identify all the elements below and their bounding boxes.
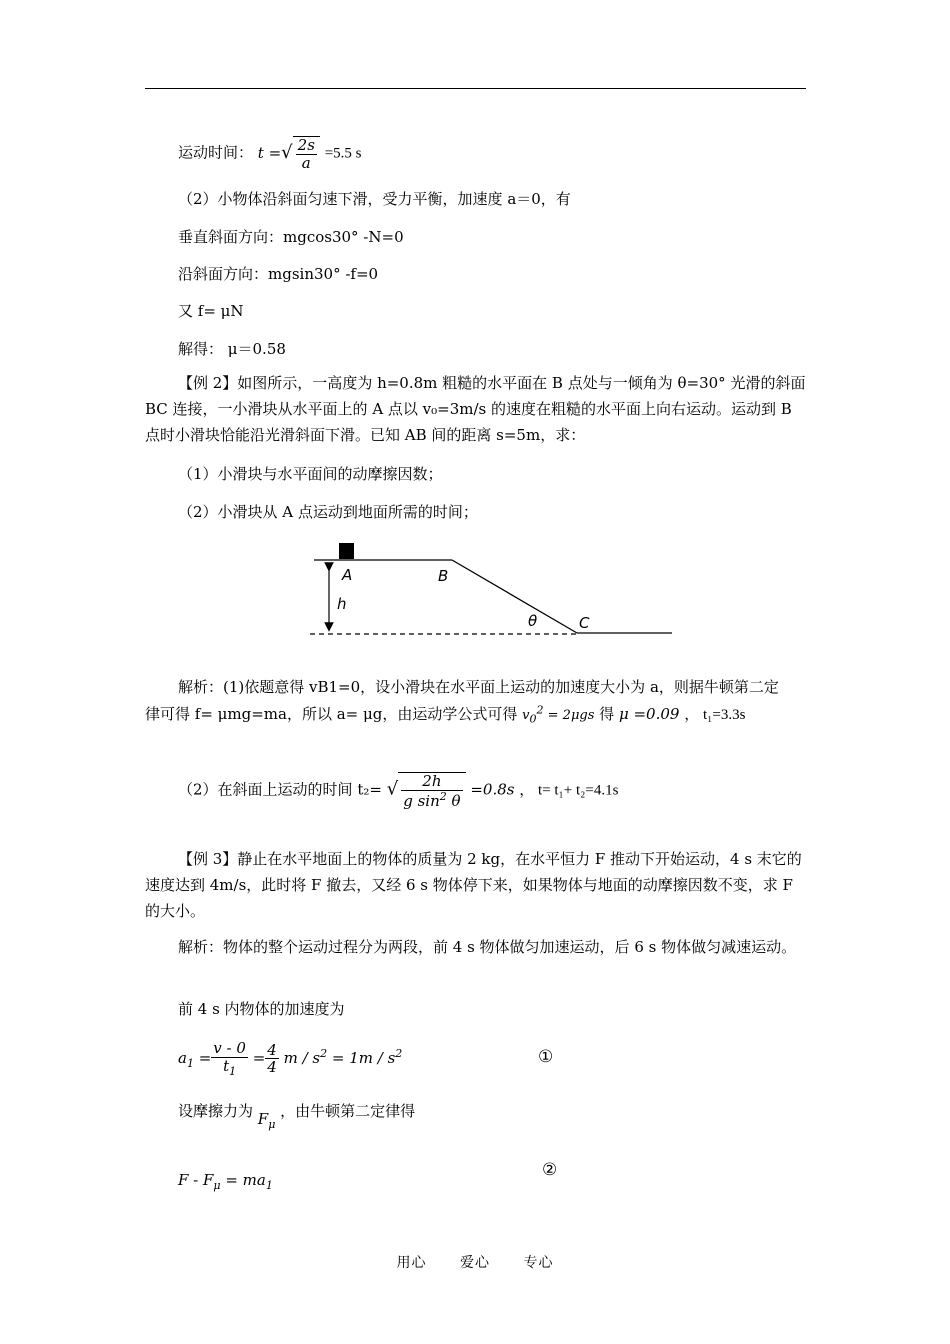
perpendicular-equation: 垂直斜面方向：mgcos30° -N=0 [178,228,404,246]
newton-equation: $F - F_\mu = ma_1$ [178,1171,273,1192]
slope-diagram [300,535,680,645]
page-footer [0,1252,950,1272]
t1-value: ， t₁=3.3s [684,707,746,723]
friction-intro: 设摩擦力为 $F_\mu$ ，由牛顿第二定律得 [178,1102,416,1131]
header-rule [145,88,806,89]
solution1-line1: 解析：(1)依题意得 vB1=0，设小滑块在水平面上运动的加速度大小为 a，则据牛顿第二定 [178,678,779,696]
solution2-line: （2）在斜面上运动的时间 t₂= √ $\frac{2h}{g \sin^2 \theta}$ =0.8s ， t= t₁+ t₂=4.1s [178,772,619,810]
solution2-label: （2）在斜面上运动的时间 t₂= [178,780,382,799]
label-theta: θ [528,612,538,630]
friction-relation: 又 f= μN [178,302,244,320]
example3-statement: 【例 3】静止在水平地面上的物体的质量为 2 kg，在水平恒力 F 推动下开始运动，4 s 末它的速度达到 4m/s，此时将 F 撤去，又经 6 s 物体停下来，如果物体与地面的动摩擦因数不变，求 F 的大小。 [145,850,802,920]
equation-marker-2: ② [542,1160,558,1180]
t2-value: =0.8s [470,780,515,799]
time-line [178,136,361,171]
solution1-de: 得 [599,705,615,723]
acceleration-formula: $a_1$ = $\frac{v - 0}{t_1}$ = $\frac{4}{4}$ $m / s^2 = 1m / s^2$ [178,1039,403,1078]
incline-bc [452,560,577,633]
t2-formula: $\frac{2h}{g \sin^2 \theta}$ [398,772,465,809]
along-slope-equation: 沿斜面方向：mgsin30° -f=0 [178,265,379,283]
friction-text-a: 设摩擦力为 [178,1102,254,1120]
footer-text-2: 爱心 [460,1255,490,1271]
time-result: =5.5 s [324,145,362,162]
label-b: B [438,567,449,585]
kinematic-formula: $v_0^2 = 2\mu gs$ [522,703,595,726]
acceleration-intro: 前 4 s 内物体的加速度为 [178,1000,345,1018]
example2-question1: （1）小滑块与水平面间的动摩擦因数； [178,465,443,483]
total-time: ， t= t₁+ t₂=4.1s [519,782,619,799]
solution1-text: 律可得 f= μmg=ma，所以 a= μg，由运动学公式可得 [145,705,518,723]
slider-block [339,543,354,559]
example2-statement: 【例 2】如图所示，一高度为 h=0.8m 粗糙的水平面在 B 点处与一倾角为 θ=30° 光滑的斜面 BC 连接，一小滑块从水平面上的 A 点以 v₀=3m/s 的速度在粗糙的水平面上向右运动。运动到 B 点时小滑块恰能沿光滑斜面下滑。已知 AB 间的距离 s=5m，求： [145,374,806,444]
example3-analysis: 解析：物体的整个运动过程分为两段，前 4 s 物体做匀加速运动，后 6 s 物体做匀减速运动。 [178,938,797,956]
footer-text-1: 用心 [396,1255,427,1271]
part2-intro: （2）小物体沿斜面匀速下滑，受力平衡，加速度 a＝0，有 [178,190,571,208]
label-h: h [337,595,347,613]
equation-marker-1: ① [538,1047,554,1067]
solution1-line2 [145,703,745,726]
friction-text-b: ，由牛顿第二定律得 [280,1102,416,1120]
label-c: C [579,614,590,632]
time-label: 运动时间： [178,143,254,162]
label-a: A [342,566,353,584]
example2-question2: （2）小滑块从 A 点运动到地面所需的时间； [178,503,478,521]
time-formula: t =√ $\frac{2s}{a}$ [258,144,320,162]
footer-text-3: 专心 [523,1255,554,1271]
mu-value: μ =0.09 [618,705,680,723]
mu-result: 解得： μ＝0.58 [178,340,286,358]
